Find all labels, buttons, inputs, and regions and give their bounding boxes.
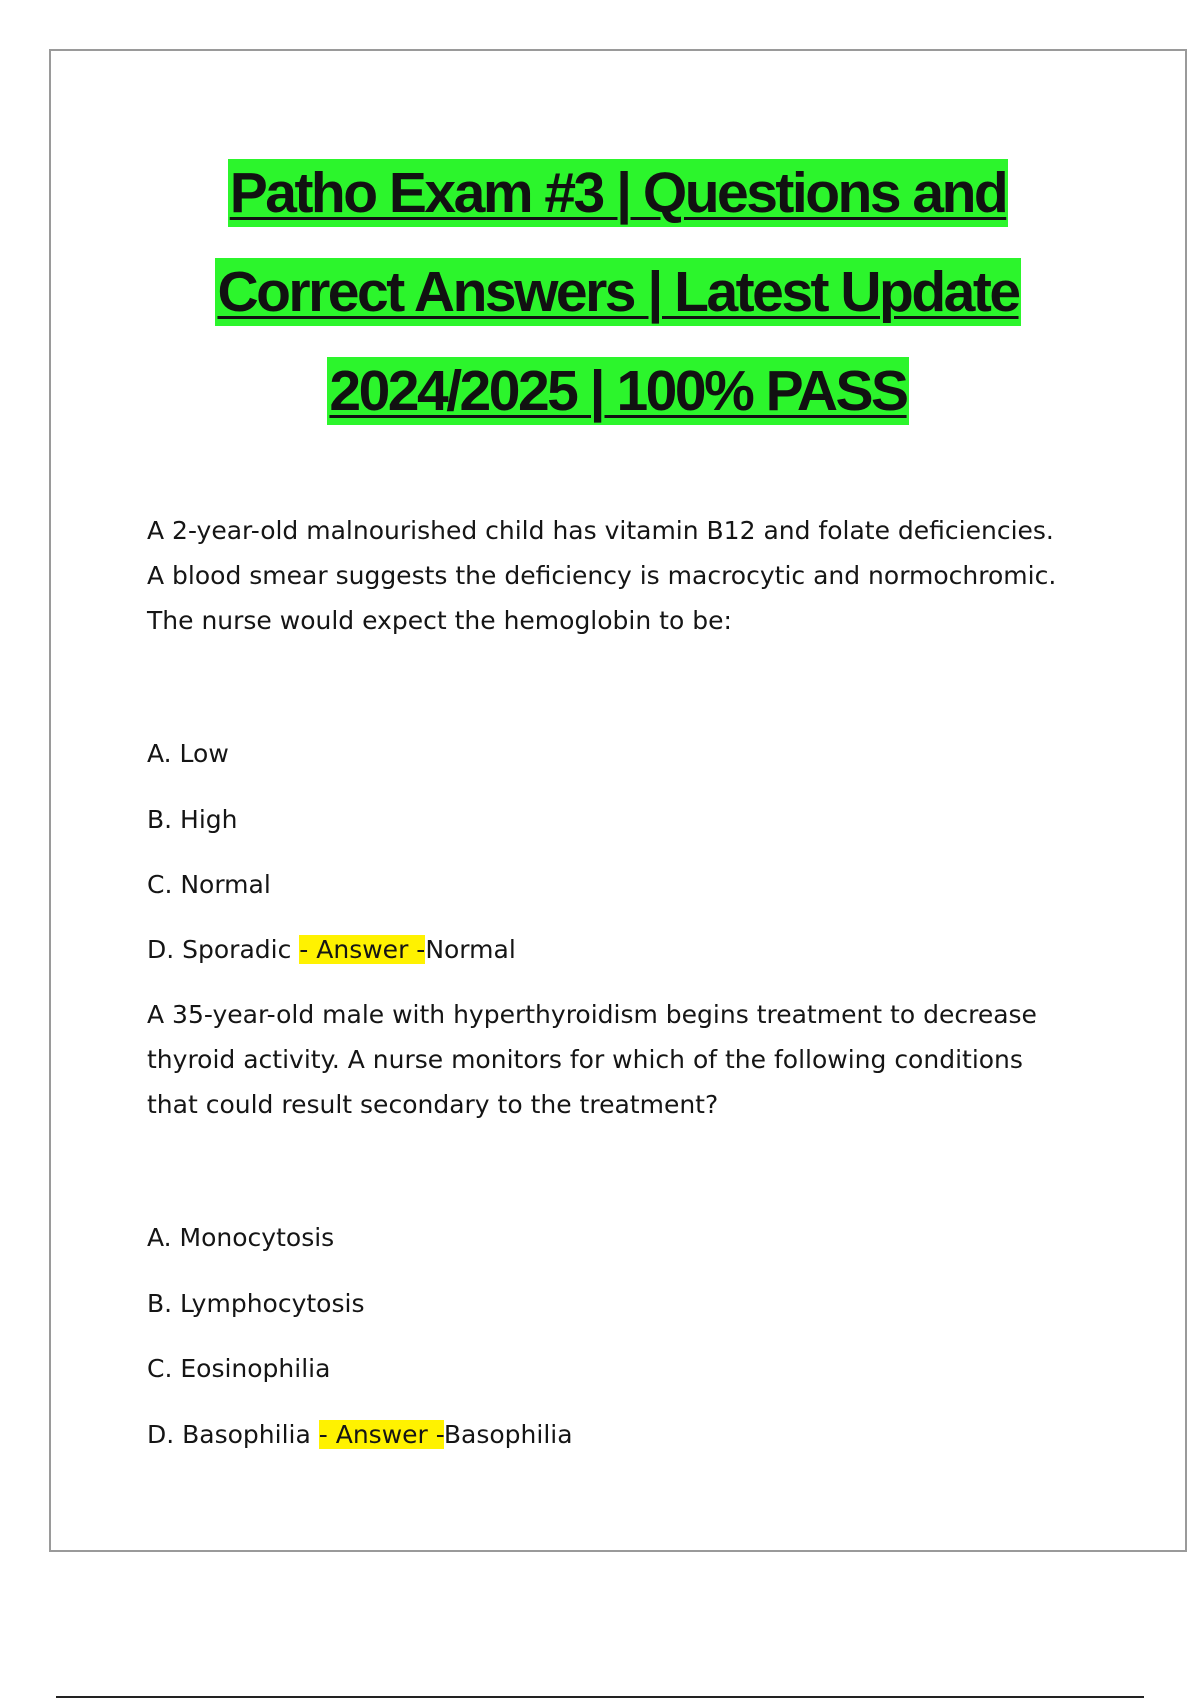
question-1-stem [147, 508, 1137, 643]
title-line-3: 2024/2025 | 100% PASS [329, 359, 907, 423]
question-2-option-a: A. Monocytosis [147, 1223, 335, 1252]
question-2-option-d-label: D. Basophilia [147, 1420, 319, 1449]
question-2-stem-line-1: A 35-year-old male with hyperthyroidism begins treatment to decrease [147, 1000, 1037, 1029]
question-1-option-b: B. High [147, 805, 238, 834]
question-2-stem [147, 992, 1137, 1127]
question-2-stem-line-2: thyroid activity. A nurse monitors for which of the following conditions [147, 1045, 1023, 1074]
title-line-1: Patho Exam #3 | Questions and [229, 161, 1007, 225]
answer-marker: - Answer - [318, 1420, 444, 1449]
question-2-option-b: B. Lymphocytosis [147, 1289, 365, 1318]
title-line-2: Correct Answers | Latest Update [217, 260, 1019, 324]
question-1-stem-line-2: A blood smear suggests the deficiency is macrocytic and normochromic. [147, 561, 1057, 590]
question-1-option-a: A. Low [147, 739, 229, 768]
question-2-answer: Basophilia [443, 1420, 573, 1449]
question-2-option-d [147, 1412, 573, 1457]
question-1-option-c: C. Normal [147, 870, 271, 899]
footer-rule [56, 1696, 1144, 1698]
document-title [51, 144, 1185, 441]
question-2-stem-line-3: that could result secondary to the treatment? [147, 1090, 719, 1119]
question-1-stem-line-1: A 2-year-old malnourished child has vitamin B12 and folate deficiencies. [147, 516, 1054, 545]
question-2-option-c: C. Eosinophilia [147, 1354, 331, 1383]
question-1-stem-line-3: The nurse would expect the hemoglobin to be: [147, 606, 732, 635]
question-1-option-d-label: D. Sporadic [147, 935, 300, 964]
page-frame [49, 49, 1187, 1552]
question-1-option-d [147, 927, 516, 972]
answer-marker: - Answer - [299, 935, 426, 964]
question-1-answer: Normal [425, 935, 516, 964]
